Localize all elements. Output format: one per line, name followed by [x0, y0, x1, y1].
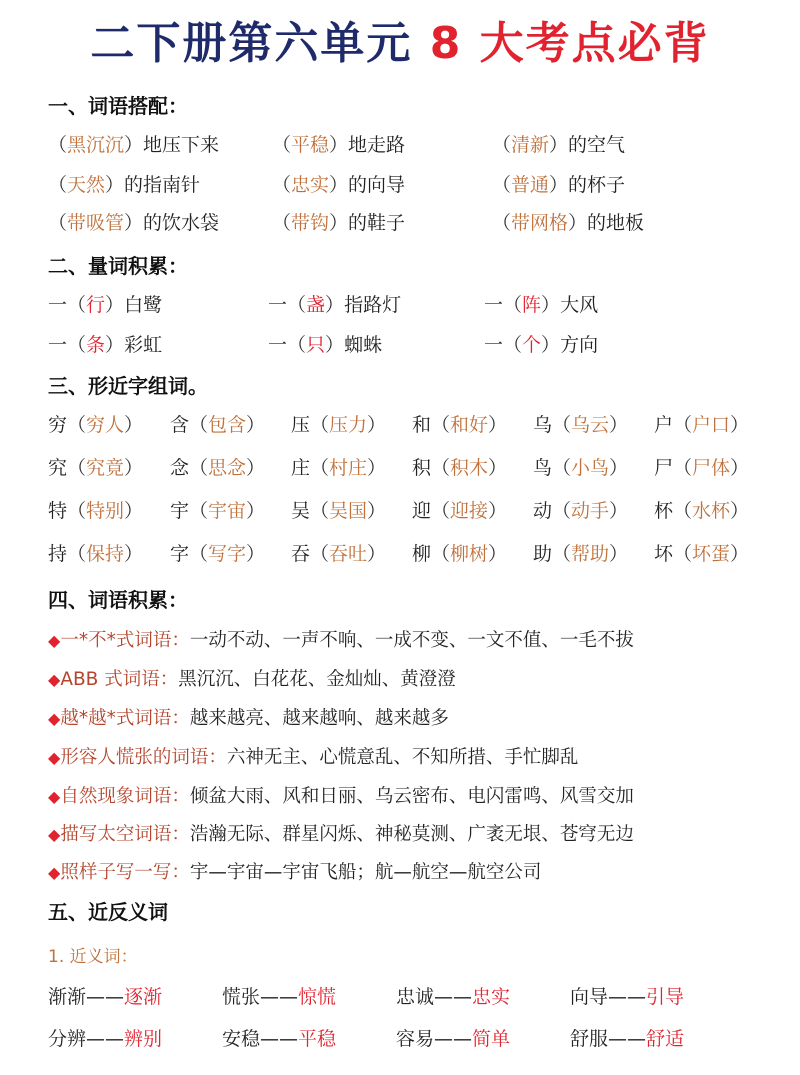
- similar-char-item: [533, 539, 628, 566]
- category-words: 宇—宇宙—宇宙飞船；航—航空—航空公司: [189, 862, 542, 883]
- section5-heading: 五、近反义词: [48, 900, 168, 924]
- collocation-text: 的空气: [568, 134, 626, 156]
- similar-char-item: [291, 539, 386, 566]
- bracket-close: ）: [105, 294, 125, 316]
- bracket-open: （: [310, 543, 330, 565]
- bracket-close: ）: [488, 457, 508, 479]
- bracket-close: ）: [124, 543, 144, 565]
- title-main: 二下册第六单元: [90, 18, 413, 69]
- bracket-close: ）: [541, 334, 561, 356]
- similar-char-item: [654, 410, 749, 437]
- synonym-pair: [48, 982, 162, 1009]
- synonym-answer: 引导: [646, 986, 685, 1008]
- collocation-item: [492, 130, 625, 157]
- similar-char-item: [533, 410, 628, 437]
- bracket-close: ）: [325, 294, 345, 316]
- similar-char-word: 水杯: [692, 500, 731, 522]
- measure-word-item: [268, 290, 401, 317]
- bracket-close: ）: [329, 134, 349, 156]
- measure-noun: 彩虹: [124, 334, 163, 356]
- measure-noun: 白鹭: [124, 294, 163, 316]
- bracket-close: ）: [609, 543, 629, 565]
- category-label: 照样子写一写：: [60, 862, 190, 883]
- measure-word-item: [484, 290, 598, 317]
- synonym-pair: [48, 1024, 162, 1051]
- diamond-bullet-icon: ◆: [48, 709, 61, 728]
- word-accumulation-item: [48, 626, 634, 652]
- similar-char: 乌: [533, 414, 553, 436]
- bracket-open: （: [503, 294, 523, 316]
- synonym-pair: [570, 1024, 684, 1051]
- diamond-bullet-icon: ◆: [48, 863, 61, 882]
- bracket-close: ）: [325, 334, 345, 356]
- bracket-open: （: [310, 414, 330, 436]
- category-label: 越*越*式词语：: [60, 708, 190, 729]
- synonym-dash: ——: [260, 1028, 299, 1050]
- collocation-text: 地压下来: [143, 134, 220, 156]
- collocation-text: 的地板: [587, 212, 645, 234]
- measure-prefix: 一: [484, 334, 504, 356]
- similar-char: 动: [533, 500, 553, 522]
- synonym-word: 忠诚: [396, 986, 435, 1008]
- similar-char-word: 压力: [329, 414, 368, 436]
- synonym-word: 分辨: [48, 1028, 87, 1050]
- similar-char-item: [412, 496, 507, 523]
- bracket-close: ）: [730, 457, 750, 479]
- bracket-open: （: [431, 543, 451, 565]
- similar-char-word: 保持: [86, 543, 125, 565]
- word-accumulation-item: [48, 665, 456, 691]
- bracket-open: （: [673, 414, 693, 436]
- measure-prefix: 一: [48, 294, 68, 316]
- collocation-text: 的鞋子: [348, 212, 406, 234]
- collocation-answer: 清新: [511, 134, 550, 156]
- similar-char-item: [533, 453, 628, 480]
- bracket-close: ）: [367, 543, 387, 565]
- measure-word-item: [48, 330, 162, 357]
- similar-char: 杯: [654, 500, 674, 522]
- similar-char-item: [291, 453, 386, 480]
- section4-heading: 四、词语积累：: [48, 588, 188, 612]
- similar-char: 柳: [412, 543, 432, 565]
- diamond-bullet-icon: ◆: [48, 787, 61, 806]
- bracket-open: （: [431, 500, 451, 522]
- similar-char-word: 究竟: [86, 457, 125, 479]
- similar-char-item: [654, 453, 749, 480]
- similar-char-item: [170, 410, 265, 437]
- collocation-item: [272, 170, 405, 197]
- similar-char-item: [412, 539, 507, 566]
- synonym-subheading: 1. 近义词：: [48, 947, 138, 967]
- similar-char-item: [170, 539, 265, 566]
- similar-char-item: [291, 496, 386, 523]
- word-accumulation-item: [48, 820, 634, 846]
- measure-noun: 指路灯: [344, 294, 402, 316]
- bracket-open: （: [431, 414, 451, 436]
- similar-char-word: 坏蛋: [692, 543, 731, 565]
- similar-char-item: [48, 496, 143, 523]
- similar-char: 坏: [654, 543, 674, 565]
- bracket-close: ）: [124, 414, 144, 436]
- similar-char-word: 写字: [208, 543, 247, 565]
- similar-char-item: [654, 496, 749, 523]
- category-words: 六神无主、心慌意乱、不知所措、手忙脚乱: [226, 747, 579, 768]
- measure-prefix: 一: [48, 334, 68, 356]
- bracket-open: （: [48, 174, 68, 196]
- bracket-close: ）: [549, 174, 569, 196]
- similar-char-item: [412, 453, 507, 480]
- collocation-answer: 平稳: [291, 134, 330, 156]
- bracket-close: ）: [329, 174, 349, 196]
- synonym-answer: 平稳: [298, 1028, 337, 1050]
- collocation-text: 地走路: [348, 134, 406, 156]
- bracket-open: （: [503, 334, 523, 356]
- diamond-bullet-icon: ◆: [48, 631, 61, 650]
- category-label: 自然现象词语：: [60, 786, 190, 807]
- synonym-dash: ——: [260, 986, 299, 1008]
- similar-char-item: [533, 496, 628, 523]
- word-accumulation-item: [48, 743, 578, 769]
- similar-char: 穷: [48, 414, 68, 436]
- collocation-answer: 带网格: [511, 212, 569, 234]
- similar-char-word: 动手: [571, 500, 610, 522]
- collocation-answer: 黑沉沉: [67, 134, 125, 156]
- synonym-pair: [222, 1024, 336, 1051]
- measure-noun: 蜘蛛: [344, 334, 383, 356]
- bracket-close: ）: [730, 543, 750, 565]
- category-label: 一*不*式词语：: [60, 630, 190, 651]
- bracket-open: （: [272, 212, 292, 234]
- synonym-answer: 惊慌: [298, 986, 337, 1008]
- bracket-close: ）: [488, 543, 508, 565]
- bracket-close: ）: [730, 414, 750, 436]
- bracket-open: （: [189, 457, 209, 479]
- bracket-open: （: [552, 543, 572, 565]
- similar-char-word: 村庄: [329, 457, 368, 479]
- similar-char-word: 思念: [208, 457, 247, 479]
- category-label: ABB 式词语：: [60, 669, 179, 690]
- collocation-text: 的向导: [348, 174, 406, 196]
- similar-char-word: 迎接: [450, 500, 489, 522]
- similar-char: 庄: [291, 457, 311, 479]
- bracket-close: ）: [329, 212, 349, 234]
- diamond-bullet-icon: ◆: [48, 825, 61, 844]
- word-accumulation-item: [48, 782, 634, 808]
- similar-char: 户: [654, 414, 674, 436]
- similar-char: 和: [412, 414, 432, 436]
- measure-noun: 大风: [560, 294, 599, 316]
- synonym-pair: [570, 982, 684, 1009]
- synonym-answer: 逐渐: [124, 986, 163, 1008]
- similar-char: 尸: [654, 457, 674, 479]
- bracket-open: （: [48, 212, 68, 234]
- measure-prefix: 一: [268, 334, 288, 356]
- similar-char-word: 吞吐: [329, 543, 368, 565]
- similar-char: 宇: [170, 500, 190, 522]
- measure-word: 只: [306, 334, 326, 356]
- bracket-open: （: [189, 500, 209, 522]
- bracket-close: ）: [124, 457, 144, 479]
- synonym-word: 安稳: [222, 1028, 261, 1050]
- measure-word-item: [484, 330, 598, 357]
- diamond-bullet-icon: ◆: [48, 670, 61, 689]
- similar-char-word: 积木: [450, 457, 489, 479]
- synonym-dash: ——: [86, 986, 125, 1008]
- similar-char-item: [412, 410, 507, 437]
- collocation-item: [48, 130, 219, 157]
- collocation-text: 的指南针: [124, 174, 201, 196]
- similar-char-word: 吴国: [329, 500, 368, 522]
- similar-char-word: 和好: [450, 414, 489, 436]
- bracket-open: （: [673, 500, 693, 522]
- similar-char-word: 乌云: [571, 414, 610, 436]
- similar-char-item: [170, 496, 265, 523]
- similar-char: 含: [170, 414, 190, 436]
- bracket-open: （: [67, 457, 87, 479]
- bracket-close: ）: [105, 334, 125, 356]
- similar-char: 鸟: [533, 457, 553, 479]
- bracket-close: ）: [609, 457, 629, 479]
- section1-heading: 一、词语搭配：: [48, 94, 188, 118]
- measure-word: 行: [86, 294, 106, 316]
- similar-char-word: 宇宙: [208, 500, 247, 522]
- diamond-bullet-icon: ◆: [48, 748, 61, 767]
- synonym-word: 向导: [570, 986, 609, 1008]
- bracket-close: ）: [246, 500, 266, 522]
- bracket-close: ）: [549, 134, 569, 156]
- bracket-open: （: [310, 500, 330, 522]
- bracket-open: （: [552, 414, 572, 436]
- measure-word: 阵: [522, 294, 542, 316]
- similar-char-item: [48, 453, 143, 480]
- synonym-word: 容易: [396, 1028, 435, 1050]
- similar-char: 字: [170, 543, 190, 565]
- collocation-item: [48, 170, 200, 197]
- collocation-answer: 忠实: [291, 174, 330, 196]
- collocation-item: [492, 208, 644, 235]
- collocation-answer: 带钩: [291, 212, 330, 234]
- measure-word: 盏: [306, 294, 326, 316]
- similar-char-word: 帮助: [571, 543, 610, 565]
- bracket-close: ）: [568, 212, 588, 234]
- synonym-answer: 辨别: [124, 1028, 163, 1050]
- similar-char: 特: [48, 500, 68, 522]
- section2-heading: 二、量词积累：: [48, 254, 188, 278]
- synonym-word: 渐渐: [48, 986, 87, 1008]
- bracket-open: （: [552, 457, 572, 479]
- bracket-open: （: [67, 500, 87, 522]
- synonym-pair: [222, 982, 336, 1009]
- synonym-answer: 舒适: [646, 1028, 685, 1050]
- bracket-open: （: [272, 134, 292, 156]
- synonym-word: 慌张: [222, 986, 261, 1008]
- category-words: 黑沉沉、白花花、金灿灿、黄澄澄: [178, 669, 456, 690]
- bracket-close: ）: [367, 414, 387, 436]
- similar-char-word: 尸体: [692, 457, 731, 479]
- bracket-open: （: [272, 174, 292, 196]
- synonym-dash: ——: [434, 1028, 473, 1050]
- bracket-close: ）: [246, 543, 266, 565]
- bracket-close: ）: [488, 414, 508, 436]
- collocation-text: 的饮水袋: [143, 212, 220, 234]
- measure-word-item: [268, 330, 382, 357]
- measure-noun: 方向: [560, 334, 599, 356]
- category-words: 倾盆大雨、风和日丽、乌云密布、电闪雷鸣、风雪交加: [189, 786, 634, 807]
- collocation-item: [272, 130, 405, 157]
- similar-char-word: 特别: [86, 500, 125, 522]
- collocation-item: [272, 208, 405, 235]
- measure-word-item: [48, 290, 162, 317]
- similar-char-item: [48, 539, 143, 566]
- similar-char: 积: [412, 457, 432, 479]
- bracket-open: （: [552, 500, 572, 522]
- bracket-close: ）: [541, 294, 561, 316]
- similar-char: 压: [291, 414, 311, 436]
- bracket-open: （: [310, 457, 330, 479]
- bracket-close: ）: [730, 500, 750, 522]
- similar-char-word: 穷人: [86, 414, 125, 436]
- similar-char-item: [654, 539, 749, 566]
- bracket-close: ）: [488, 500, 508, 522]
- bracket-close: ）: [609, 414, 629, 436]
- word-accumulation-item: [48, 704, 449, 730]
- similar-char-word: 户口: [692, 414, 731, 436]
- similar-char: 助: [533, 543, 553, 565]
- similar-char-item: [170, 453, 265, 480]
- similar-char: 吞: [291, 543, 311, 565]
- similar-char: 持: [48, 543, 68, 565]
- title-highlight: 8 大考点必背: [429, 18, 710, 69]
- similar-char: 迎: [412, 500, 432, 522]
- bracket-open: （: [287, 334, 307, 356]
- synonym-dash: ——: [608, 1028, 647, 1050]
- synonym-answer: 忠实: [472, 986, 511, 1008]
- synonym-answer: 简单: [472, 1028, 511, 1050]
- bracket-close: ）: [246, 414, 266, 436]
- similar-char-item: [291, 410, 386, 437]
- bracket-close: ）: [105, 174, 125, 196]
- bracket-close: ）: [246, 457, 266, 479]
- category-label: 形容人慌张的词语：: [60, 747, 227, 768]
- similar-char: 念: [170, 457, 190, 479]
- similar-char-word: 柳树: [450, 543, 489, 565]
- similar-char-word: 小鸟: [571, 457, 610, 479]
- collocation-answer: 普通: [511, 174, 550, 196]
- bracket-open: （: [287, 294, 307, 316]
- bracket-close: ）: [367, 500, 387, 522]
- synonym-dash: ——: [86, 1028, 125, 1050]
- bracket-open: （: [67, 334, 87, 356]
- bracket-close: ）: [367, 457, 387, 479]
- category-words: 越来越亮、越来越响、越来越多: [189, 708, 449, 729]
- collocation-item: [48, 208, 219, 235]
- measure-word: 个: [522, 334, 542, 356]
- category-words: 一动不动、一声不响、一成不变、一文不值、一毛不拔: [189, 630, 634, 651]
- bracket-open: （: [67, 543, 87, 565]
- similar-char: 吴: [291, 500, 311, 522]
- bracket-open: （: [492, 174, 512, 196]
- category-label: 描写太空词语：: [60, 824, 190, 845]
- collocation-answer: 带吸管: [67, 212, 125, 234]
- bracket-open: （: [48, 134, 68, 156]
- measure-prefix: 一: [484, 294, 504, 316]
- category-words: 浩瀚无际、群星闪烁、神秘莫测、广袤无垠、苍穹无边: [189, 824, 634, 845]
- bracket-open: （: [431, 457, 451, 479]
- bracket-open: （: [67, 294, 87, 316]
- bracket-close: ）: [124, 134, 144, 156]
- section3-heading: 三、形近字组词。: [48, 374, 208, 398]
- measure-word: 条: [86, 334, 106, 356]
- similar-char-word: 包含: [208, 414, 247, 436]
- synonym-pair: [396, 1024, 510, 1051]
- word-accumulation-item: [48, 858, 541, 884]
- similar-char-item: [48, 410, 143, 437]
- bracket-close: ）: [124, 500, 144, 522]
- bracket-open: （: [673, 457, 693, 479]
- synonym-pair: [396, 982, 510, 1009]
- collocation-answer: 天然: [67, 174, 106, 196]
- measure-prefix: 一: [268, 294, 288, 316]
- bracket-open: （: [492, 134, 512, 156]
- bracket-open: （: [492, 212, 512, 234]
- bracket-close: ）: [124, 212, 144, 234]
- collocation-text: 的杯子: [568, 174, 626, 196]
- bracket-open: （: [673, 543, 693, 565]
- synonym-dash: ——: [608, 986, 647, 1008]
- bracket-open: （: [67, 414, 87, 436]
- bracket-open: （: [189, 543, 209, 565]
- bracket-open: （: [189, 414, 209, 436]
- page-title: [0, 14, 800, 74]
- collocation-item: [492, 170, 625, 197]
- similar-char: 究: [48, 457, 68, 479]
- synonym-word: 舒服: [570, 1028, 609, 1050]
- synonym-dash: ——: [434, 986, 473, 1008]
- bracket-close: ）: [609, 500, 629, 522]
